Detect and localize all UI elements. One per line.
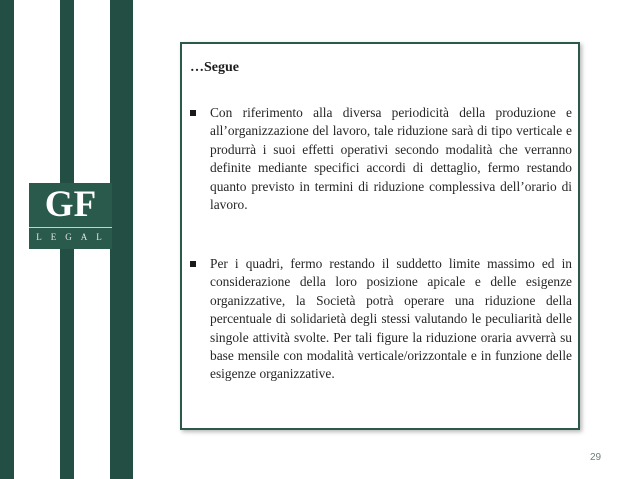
slide-title: …Segue [190,60,239,75]
gf-legal-logo [29,183,112,249]
bullet-paragraph: Con riferimento alla diversa periodicità della produzione e all’organizzazione del lavoro, tale riduzione sarà di tipo verticale e produrrà i suoi effetti operativi secondo modalità che verranno definite mediante specifici accordi di dettaglio, fermo restando quanto previsto in termini di riduzione complessiva dell’orario di lavoro. [210,105,572,213]
bullet-square-icon [190,110,196,116]
logo-divider [29,227,112,228]
decorative-stripe [110,0,133,479]
decorative-stripe [0,0,14,479]
bullet-paragraph: Per i quadri, fermo restando il suddetto limite massimo ed in considerazione della loro posizione apicale e delle esigenze organizzative, la Società potrà operare una riduzione della percentuale di solidarietà degli stessi valutando le peculiarità delle singole attività svolte. Per tali figure la riduzione oraria avverrà su base mensile con modalità verticale/orizzontale e in funzione delle esigenze organizzative. [210,256,572,382]
bullet-square-icon [190,261,196,267]
logo-letters: GF [44,184,97,225]
content-card [180,42,580,430]
logo-subtitle: LEGAL [36,232,111,242]
page-number: 29 [590,452,602,463]
